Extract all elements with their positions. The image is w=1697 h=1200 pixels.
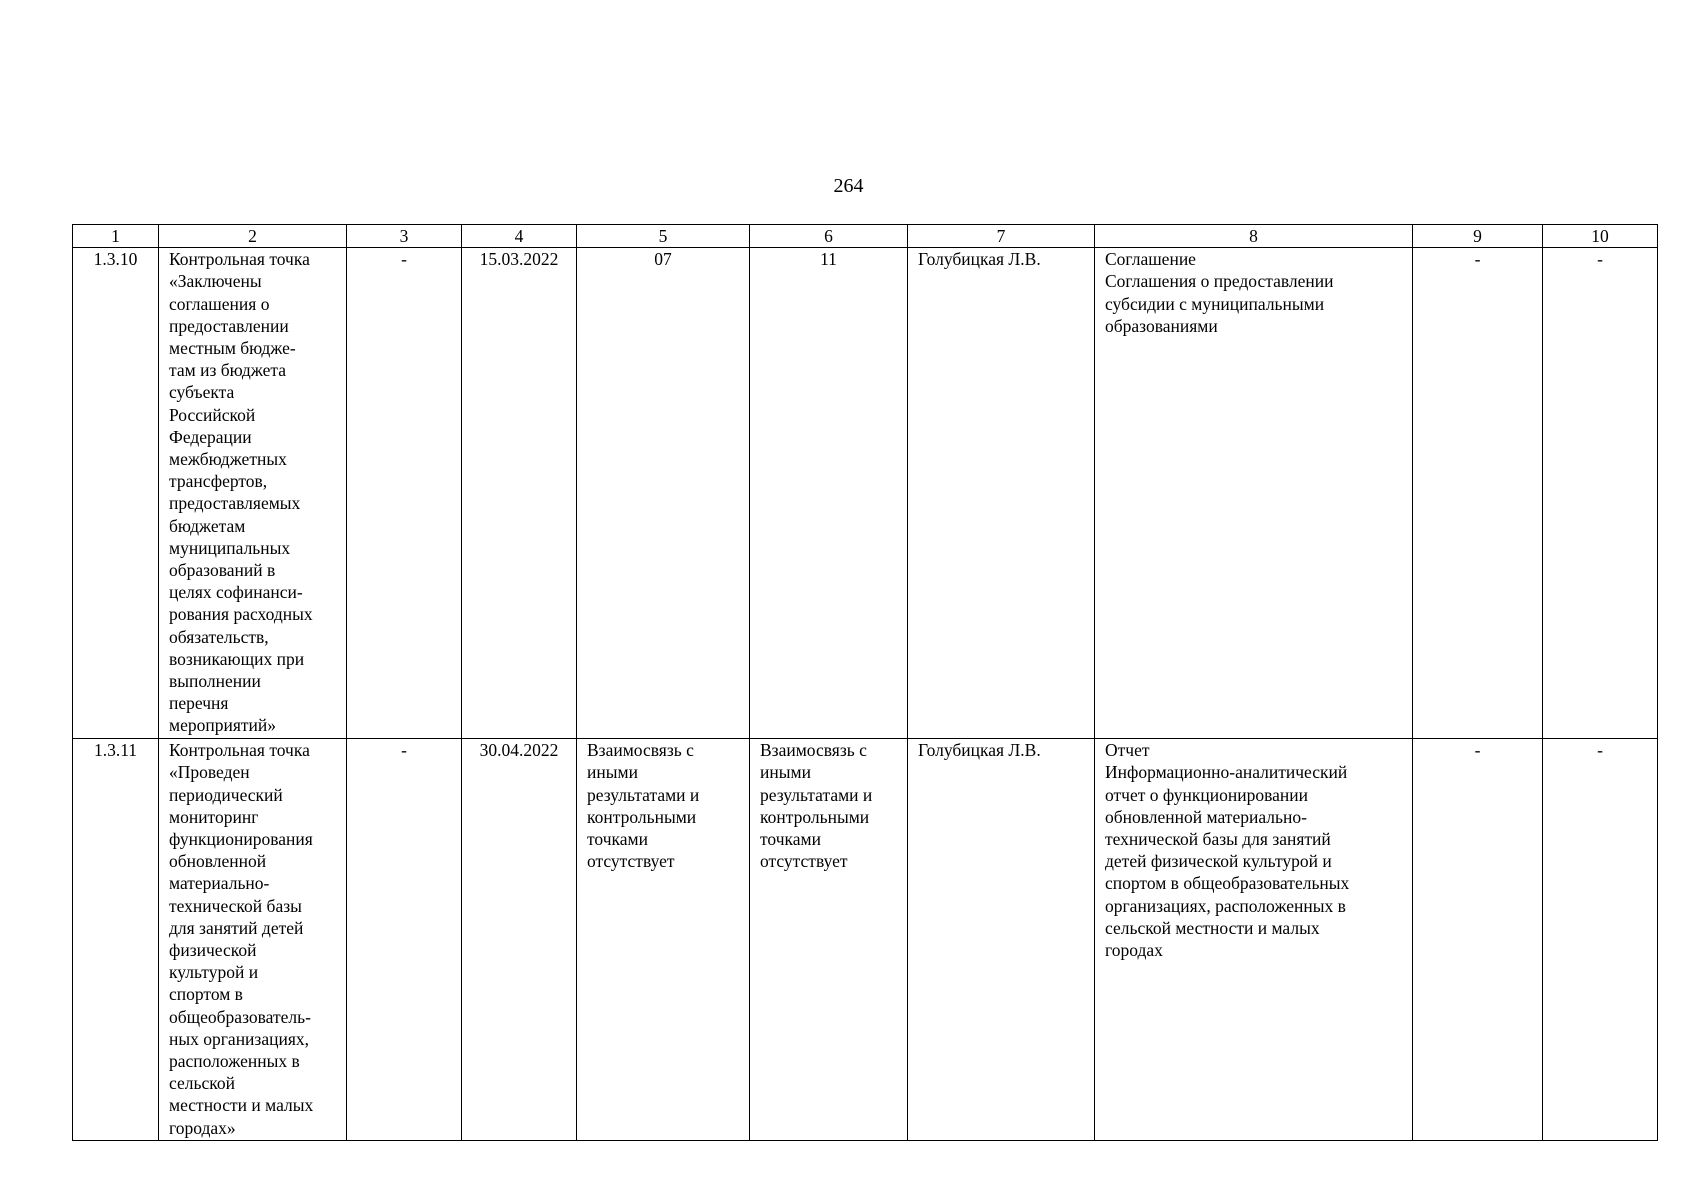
cell-text-line: перечня bbox=[169, 693, 229, 714]
cell-text-line: Российской bbox=[169, 404, 256, 425]
cell-text-line: контрольными bbox=[760, 806, 870, 827]
column-header: 6 bbox=[750, 225, 908, 248]
column-header: 1 bbox=[73, 225, 159, 248]
column-header: 2 bbox=[159, 225, 347, 248]
cell-text-line: точками bbox=[760, 829, 821, 850]
row-number: 1.3.10 bbox=[73, 248, 159, 739]
control-point-name bbox=[159, 248, 347, 739]
cell-text-line: культурой и bbox=[169, 962, 259, 983]
cell-text-line: соглашения о bbox=[169, 293, 270, 314]
cell-text-line: бюджетам bbox=[169, 515, 246, 536]
cell-text-line: мониторинг bbox=[169, 806, 259, 827]
cell-col10: - bbox=[1543, 248, 1658, 739]
cell-text-line: для занятий детей bbox=[169, 917, 304, 938]
cell-text-line: «Заключены bbox=[169, 271, 262, 292]
cell-col5 bbox=[577, 739, 750, 1141]
cell-text-line: отчет о функционировании bbox=[1105, 784, 1309, 805]
document-type bbox=[1095, 248, 1413, 739]
cell-text-line: межбюджетных bbox=[169, 449, 287, 470]
column-header: 9 bbox=[1413, 225, 1543, 248]
cell-text-line: ных организациях, bbox=[169, 1028, 310, 1049]
cell-text-line: Контрольная точка bbox=[169, 740, 310, 761]
cell-col5 bbox=[577, 248, 750, 739]
page-number: 264 bbox=[833, 175, 864, 197]
cell-text-line: Взаимосвязь с bbox=[587, 740, 694, 761]
cell-text-line: рования расходных bbox=[169, 604, 313, 625]
cell-text-line: образований в bbox=[169, 560, 276, 581]
cell-text-line: возникающих при bbox=[169, 648, 305, 669]
cell-text-line: 11 bbox=[820, 249, 837, 270]
cell-text-line: Отчет bbox=[1105, 740, 1150, 761]
cell-text-line: контрольными bbox=[587, 806, 697, 827]
cell-col6 bbox=[750, 248, 908, 739]
column-header: 10 bbox=[1543, 225, 1658, 248]
column-header: 3 bbox=[347, 225, 462, 248]
cell-text-line: 07 bbox=[654, 249, 672, 270]
cell-text-line: выполнении bbox=[169, 671, 261, 692]
cell-text-line: образованиями bbox=[1105, 315, 1218, 336]
cell-text-line: точками bbox=[587, 829, 648, 850]
cell-col3: - bbox=[347, 248, 462, 739]
control-point-name bbox=[159, 739, 347, 1141]
cell-text-line: «Проведен bbox=[169, 762, 250, 783]
cell-text-line: местным бюдже- bbox=[169, 338, 296, 359]
cell-text-line: отсутствует bbox=[760, 851, 848, 872]
column-header: 8 bbox=[1095, 225, 1413, 248]
responsible-person: Голубицкая Л.В. bbox=[908, 248, 1095, 739]
row-number: 1.3.11 bbox=[73, 739, 159, 1141]
cell-col9: - bbox=[1413, 248, 1543, 739]
cell-col10: - bbox=[1543, 739, 1658, 1141]
cell-text-line: функционирования bbox=[169, 829, 313, 850]
cell-text-line: сельской местности и малых bbox=[1105, 917, 1320, 938]
cell-text-line: местности и малых bbox=[169, 1095, 314, 1116]
column-number-row bbox=[73, 225, 1658, 248]
cell-text-line: общеобразователь- bbox=[169, 1006, 311, 1027]
document-type bbox=[1095, 739, 1413, 1141]
control-points-table bbox=[72, 224, 1658, 1141]
cell-text-line: отсутствует bbox=[587, 851, 675, 872]
cell-text-line: иными bbox=[587, 762, 638, 783]
cell-text-line: сельской bbox=[169, 1073, 235, 1094]
deadline-date: 30.04.2022 bbox=[462, 739, 577, 1141]
cell-text-line: Федерации bbox=[169, 426, 252, 447]
cell-text-line: спортом в bbox=[169, 984, 243, 1005]
cell-text-line: субъекта bbox=[169, 382, 235, 403]
cell-text-line: субсидии с муниципальными bbox=[1105, 293, 1325, 314]
column-header: 4 bbox=[462, 225, 577, 248]
cell-text-line: физической bbox=[169, 940, 257, 961]
cell-text-line: периодический bbox=[169, 784, 283, 805]
cell-text-line: материально- bbox=[169, 873, 270, 894]
cell-text-line: Контрольная точка bbox=[169, 249, 310, 270]
cell-col3: - bbox=[347, 739, 462, 1141]
cell-text-line: обновленной bbox=[169, 851, 267, 872]
cell-text-line: мероприятий» bbox=[169, 715, 276, 736]
cell-text-line: обновленной материально- bbox=[1105, 806, 1307, 827]
cell-text-line: Информационно-аналитический bbox=[1105, 762, 1348, 783]
cell-text-line: организациях, расположенных в bbox=[1105, 895, 1346, 916]
cell-text-line: иными bbox=[760, 762, 811, 783]
cell-text-line: городах bbox=[1105, 940, 1163, 961]
cell-text-line: технической базы bbox=[169, 895, 302, 916]
cell-text-line: муниципальных bbox=[169, 537, 291, 558]
cell-col6 bbox=[750, 739, 908, 1141]
cell-text-line: целях софинанси- bbox=[169, 582, 303, 603]
column-header: 5 bbox=[577, 225, 750, 248]
cell-text-line: детей физической культурой и bbox=[1105, 851, 1332, 872]
table-row bbox=[73, 739, 1658, 1141]
cell-text-line: расположенных в bbox=[169, 1051, 300, 1072]
cell-text-line: Соглашения о предоставлении bbox=[1105, 271, 1334, 292]
cell-text-line: предоставляемых bbox=[169, 493, 301, 514]
cell-text-line: предоставлении bbox=[169, 315, 289, 336]
cell-col9: - bbox=[1413, 739, 1543, 1141]
cell-text-line: городах» bbox=[169, 1117, 236, 1138]
column-header: 7 bbox=[908, 225, 1095, 248]
cell-text-line: результатами и bbox=[760, 784, 873, 805]
cell-text-line: Соглашение bbox=[1105, 249, 1196, 270]
cell-text-line: результатами и bbox=[587, 784, 700, 805]
deadline-date: 15.03.2022 bbox=[462, 248, 577, 739]
cell-text-line: трансфертов, bbox=[169, 471, 268, 492]
cell-text-line: там из бюджета bbox=[169, 360, 286, 381]
cell-text-line: технической базы для занятий bbox=[1105, 829, 1331, 850]
table-row bbox=[73, 248, 1658, 739]
cell-text-line: обязательств, bbox=[169, 626, 269, 647]
cell-text-line: спортом в общеобразовательных bbox=[1105, 873, 1350, 894]
cell-text-line: Взаимосвязь с bbox=[760, 740, 867, 761]
responsible-person: Голубицкая Л.В. bbox=[908, 739, 1095, 1141]
